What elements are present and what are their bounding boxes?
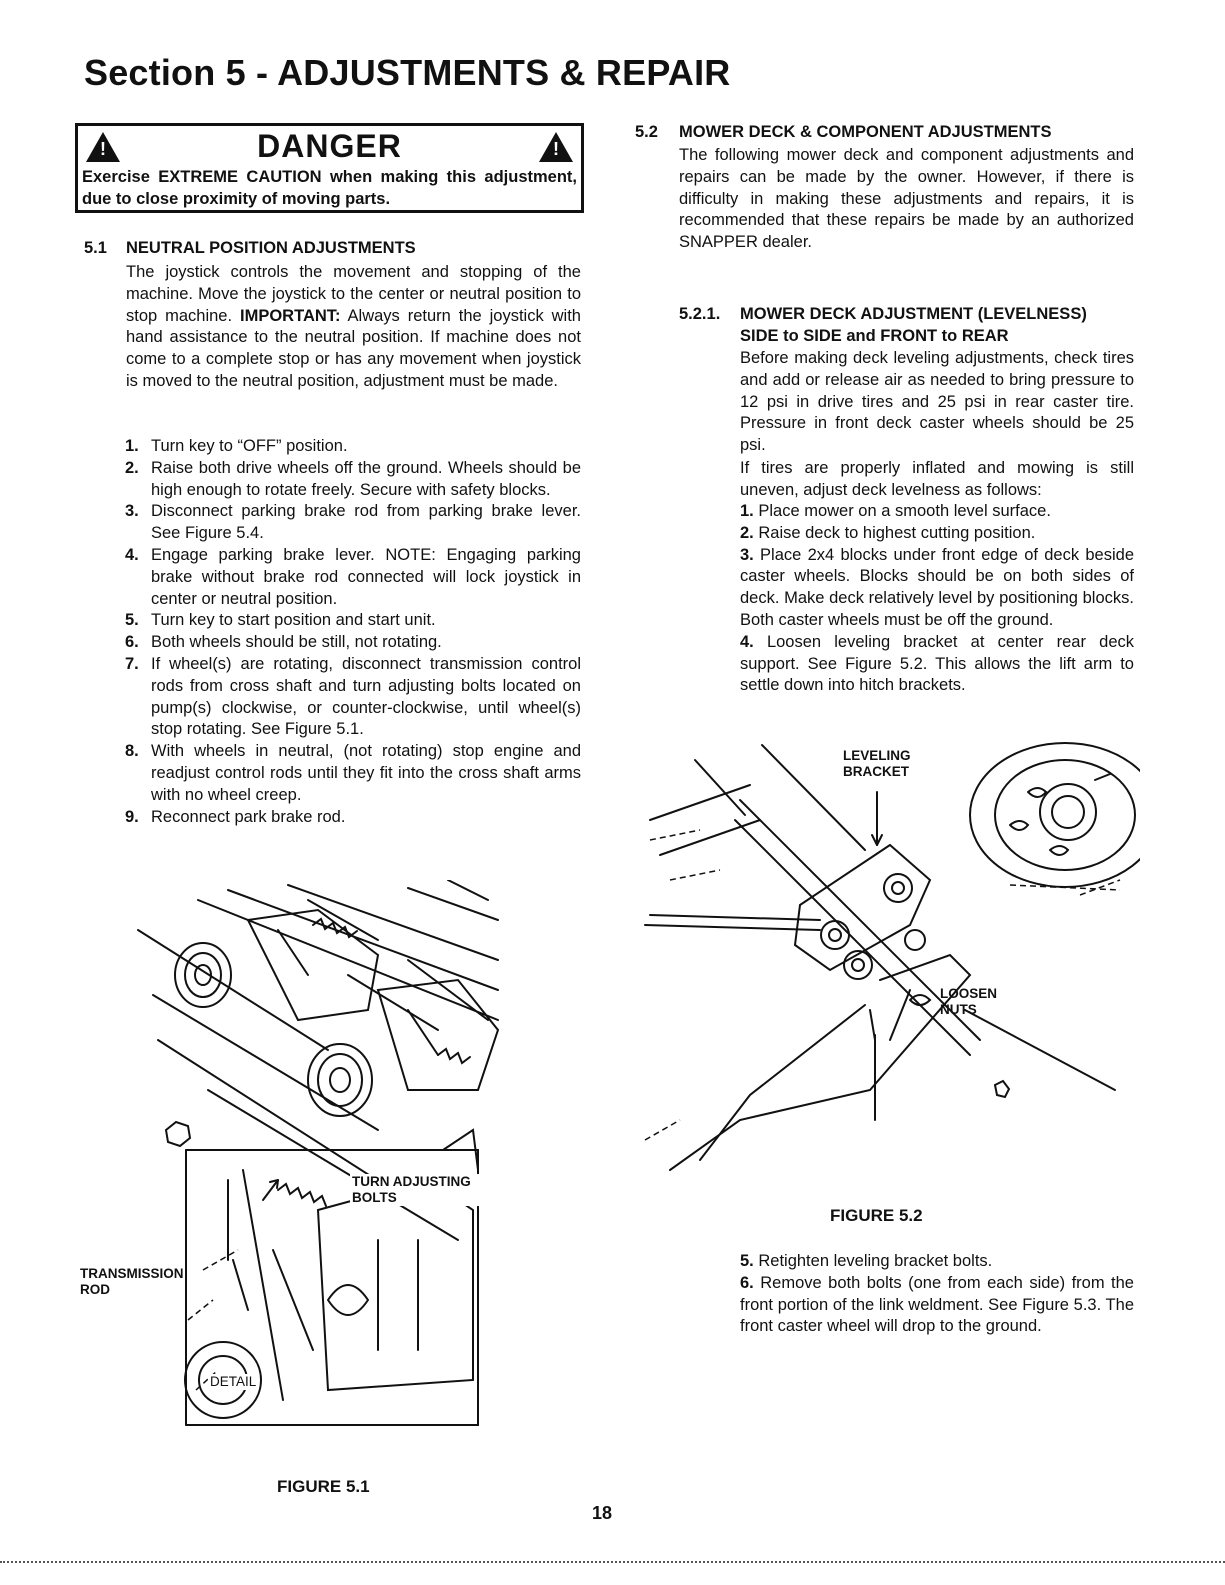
step-text: Raise deck to highest cutting position. [758,523,1036,542]
page-bottom-edge [0,1561,1225,1563]
figure-5-2-caption: FIGURE 5.2 [830,1206,923,1225]
list-item [740,501,1134,523]
list-item [124,632,581,654]
section-intro [126,262,581,393]
step-text: Remove both bolts (one from each side) from the front portion of the link weldment. See Figure 5.3. The front caster wheel will drop to the ground. [740,1273,1134,1336]
list-item [124,610,581,632]
subsection-heading-line-2: SIDE to SIDE and FRONT to REAR [740,327,1009,345]
leveling-steps-list [740,501,1134,697]
list-item [124,501,581,545]
step-number: 6. [125,633,139,652]
step-text: Retighten leveling bracket bolts. [758,1252,993,1270]
section-heading: MOWER DECK & COMPONENT ADJUSTMENTS [679,123,1052,141]
step-text: Disconnect parking brake rod from parking brake lever. See Figure 5.4. [151,502,581,543]
section-body: The following mower deck and component adjustments and repairs can be made by the owner. However, if there is difficulty in making these adjustments and repairs, it is recommended that these repairs be made by an authorized SNAPPER dealer. [679,146,1134,252]
warning-triangle-icon: ! [539,132,573,162]
step-number: 5. [740,1252,754,1270]
step-text: With wheels in neutral, (not rotating) stop engine and readjust control rods until they fit into the cross shaft arms with no wheel creep. [151,742,581,804]
list-item [124,741,581,806]
step-number: 5. [125,611,139,630]
step-number: 7. [125,654,139,673]
section-heading: NEUTRAL POSITION ADJUSTMENTS [126,239,416,257]
step-text: Place 2x4 blocks under front edge of deck beside caster wheels. Blocks should be on both sides of deck. Make deck relatively level by positioning blocks. Both caster wheels must be off the ground. [740,545,1134,629]
intro-text-continued: Always return the joystick with hand assistance to the neutral position. If machine does not come to a complete stop or has any movement when joystick is moved to the neutral position, adjustment must be made. [126,306,581,390]
step-text: Turn key to start position and start unit. [151,611,436,630]
list-item [740,545,1134,632]
important-label: IMPORTANT: [240,306,341,325]
intro-text: The joystick controls the movement and stopping of the machine. Move the joystick to the center or neutral position to stop machine. [126,263,581,325]
section-number: 5.2 [635,123,658,141]
section-number: 5.1 [84,239,107,257]
warning-triangle-icon: ! [86,132,120,162]
list-item [740,523,1134,545]
step-text: Both wheels should be still, not rotating. [151,633,442,652]
page-number: 18 [592,1503,613,1523]
step-number: 4. [125,545,139,564]
list-item [124,654,581,741]
step-text: Engage parking brake lever. NOTE: Engaging parking brake without brake rod connected will lock joystick in center or neutral position. [151,545,581,608]
step-number: 9. [125,807,139,826]
subsection-paragraph: If tires are properly inflated and mowing is still uneven, adjust deck levelness as follows: [740,459,1134,499]
step-number: 8. [125,742,139,761]
list-item [740,1251,1134,1273]
callout-detail: DETAIL [210,1374,257,1389]
step-number: 2. [125,458,139,477]
step-text: Loosen leveling bracket at center rear deck support. See Figure 5.2. This allows the lift arm to settle down into hitch brackets. [740,632,1135,695]
step-text: If wheel(s) are rotating, disconnect transmission control rods from cross shaft and turn adjusting bolts located on pump(s) clockwise, or counter-clockwise, until wheel(s) stop rotating. See Figure 5.1. [151,654,581,739]
subsection-heading-line-1: MOWER DECK ADJUSTMENT (LEVELNESS) [740,305,1087,323]
subsection-number: 5.2.1. [679,305,721,323]
list-item [124,807,581,829]
step-text: Turn key to “OFF” position. [151,437,348,455]
step-number: 2. [740,523,754,542]
list-item [124,436,581,458]
subsection-paragraph: Before making deck leveling adjustments, check tires and add or release air as needed to bring pressure to 12 psi in drive tires and 25 psi in rear caster tire. Pressure in front deck caster wheels should be 25 psi. [740,349,1134,455]
callout-loosen-nuts: LOOSEN NUTS [940,986,998,1017]
list-item [740,1273,1134,1338]
step-number: 1. [740,502,754,520]
step-text: Raise both drive wheels off the ground. Wheels should be high enough to rotate freely. Secure with safety blocks. [151,458,581,499]
callout-turn-adjusting-bolts: TURN ADJUSTING BOLTS [350,1174,486,1206]
figure-5-2-drawing [640,740,1140,1180]
callout-transmission-rod: TRANSMISSION ROD [80,1266,184,1297]
step-text: Place mower on a smooth level surface. [758,502,1051,520]
danger-notice [75,123,584,213]
callout-leveling-bracket: LEVELING BRACKET [843,748,911,779]
figure-5-1-drawing [78,880,508,1435]
danger-heading: DANGER [257,128,402,164]
step-number: 3. [125,502,139,521]
leveling-steps-list-continued [740,1251,1134,1338]
list-item [124,458,581,502]
step-number: 1. [125,437,139,455]
step-number: 3. [740,545,754,564]
step-number: 6. [740,1273,754,1292]
step-text: Reconnect park brake rod. [151,807,346,826]
neutral-steps-list [124,436,581,828]
list-item [740,632,1134,697]
page-title: Section 5 - ADJUSTMENTS & REPAIR [84,52,731,93]
danger-text: Exercise EXTREME CAUTION when making this adjustment, due to close proximity of moving parts. [82,168,577,208]
step-number: 4. [740,632,754,651]
figure-5-1-caption: FIGURE 5.1 [277,1477,370,1496]
list-item [124,545,581,610]
